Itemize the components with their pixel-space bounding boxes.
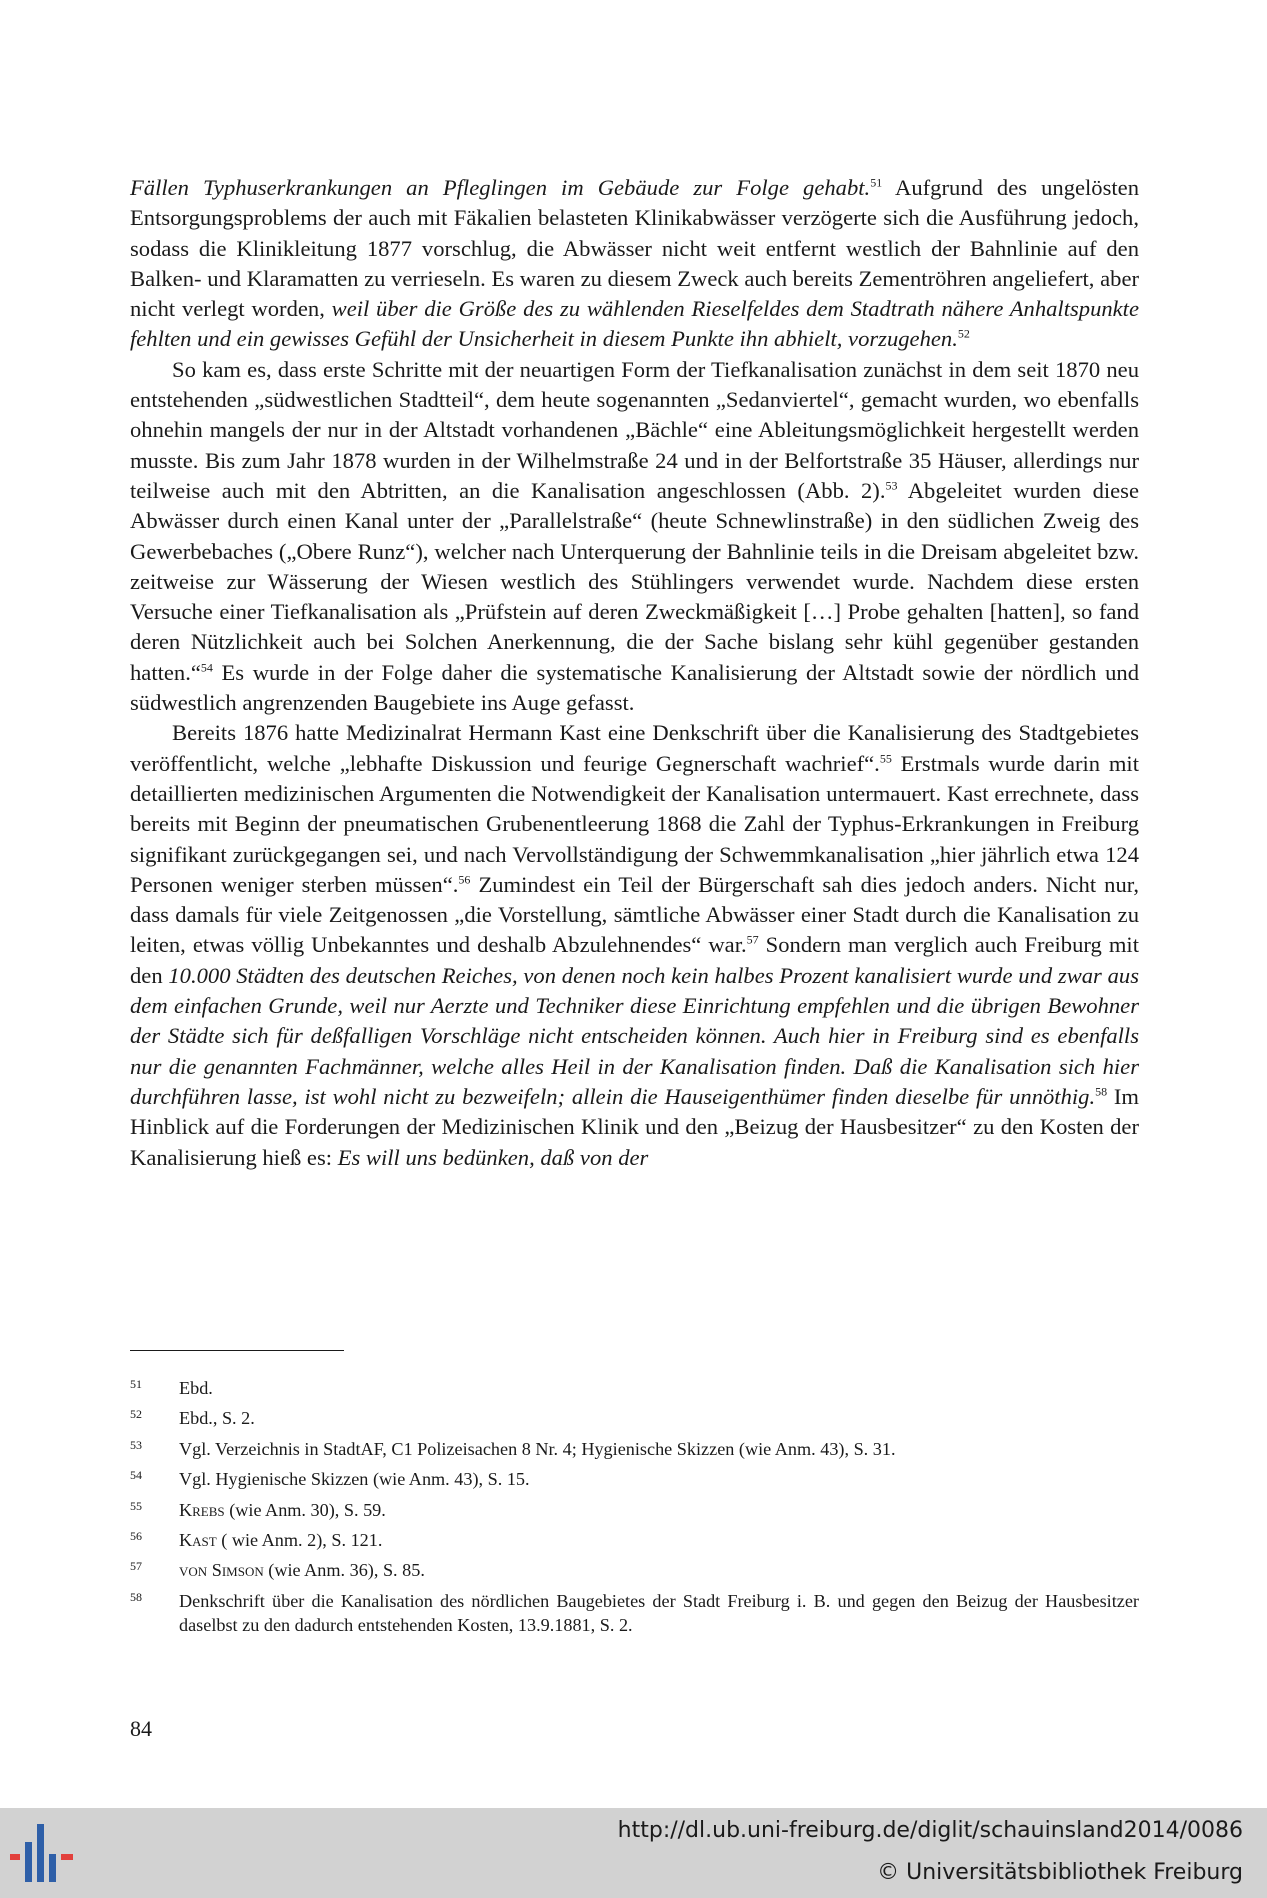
paragraph-text: Erstmals wurde darin mit detaillierten medizinischen Argumenten die Notwendigkeit der Kanalisation untermauert. Kast errechnete, dass bereits mit Beginn der pneumatischen Grubenentleerung 1868 die Zahl der Typhus-Erkrankungen in Freiburg signifikant zurückgegangen sei, und nach Vervollständigung der Schwemmkanalisation „hier jährlich etwa 124 Personen weniger sterben müssen“. <box>130 750 1139 897</box>
footnote-ref[interactable]: 58 <box>1095 1084 1108 1099</box>
footnote-number: 52 <box>130 1407 142 1422</box>
footnote <box>130 1495 1139 1525</box>
paragraph-text: So kam es, dass erste Schritte mit der neuartigen Form der Tiefkanalisation zunächst in dem seit 1870 neu entstehenden „südwestlichen Stadtteil“, dem heute sogenannten „Sedanviertel“, gemacht wurden, wo ebenfalls ohnehin mangels der nur in der Altstadt vorhandenen „Bächle“ eine Ableitungsmöglichkeit hergestellt werden musste. Bis zum Jahr 1878 wurden in der Wilhelmstraße 24 und in der Belfortstraße 35 Häuser, allerdings nur teilweise auch mit den Abtritten, an die Kanalisation angeschlossen (Abb. 2). <box>130 356 1139 503</box>
paragraph-text: Zumindest ein Teil der Bürgerschaft sah dies jedoch anders. Nicht nur, dass damals für viele Zeitgenossen „die Vorstellung, sämtliche Abwässer einer Stadt durch die Kanalisation zu leiten, etwas völlig Unbekanntes und deshalb Abzulehnendes“ war. <box>130 871 1140 958</box>
footnote-ref[interactable]: 52 <box>957 326 970 341</box>
quote-text: Fällen Typhuserkrankungen an Pfleglingen im Gebäude zur Folge gehabt. <box>130 175 871 200</box>
footnote-ref[interactable]: 57 <box>746 932 759 947</box>
footnotes <box>130 1373 1139 1641</box>
quote-text: Es will uns bedünken, daß von der <box>337 1144 649 1170</box>
footnote-text: Ebd. <box>179 1378 213 1398</box>
footnote-number: 51 <box>130 1377 142 1391</box>
paragraph-text: Aufgrund des ungelösten Entsorgungsproblems der auch mit Fäkalien belasteten Klinikabwässer verzögerte sich die Ausführung jedoch, sodass die Klinikleitung 1877 vorschlug, die Abwässer nicht weit entfernt westlich der Bahnlinie auf den Balken- und Klaramatten zu verrieseln. Es waren zu diesem Zweck auch bereits Zementröhren angeliefert, aber nicht verlegt worden, <box>130 175 1139 322</box>
footnote <box>130 1373 1139 1403</box>
footnote-number: 55 <box>130 1498 142 1513</box>
author-name: Kast <box>179 1530 217 1551</box>
ub-freiburg-logo-icon[interactable] <box>10 1824 80 1890</box>
paragraph-text: Im Hinblick auf die Forderungen der Medizinischen Klinik und den „Beizug der Hausbesitzer“ zu den Kosten der Kanalisierung hieß es: <box>130 1083 1139 1170</box>
footnote-citation: ( wie Anm. 2), S. 121. <box>216 1530 383 1551</box>
paragraph-text: Abgeleitet wurden diese Abwässer durch einen Kanal unter der „Parallelstraße“ (heute Schnewlinstraße) in den südlichen Zweig des Gewerbebaches („Obere Runz“), welcher nach Unterquerung der Bahnlinie teils in die Dreisam abgeleitet bzw. zeitweise zur Wässerung der Wiesen westlich des Stühlingers verwendet wurde. Nachdem diese ersten Versuche einer Tiefkanalisation als „Prüfstein auf deren Zweckmäßigkeit […] Probe gehalten [hatten], so fand deren Nützlichkeit auch bei Solchen Anerkennung, die der Sache bislang sehr kühl gegenüber gestanden hatten.“ <box>130 477 1139 685</box>
footnote-citation: (wie Anm. 30), S. 59. <box>224 1499 386 1520</box>
footnote-number: 54 <box>130 1468 142 1483</box>
paragraph-text: Es wurde in der Folge daher die systematische Kanalisierung der Altstadt sowie der nördlich und südwestlich angrenzenden Baugebiete ins Auge gefasst. <box>130 659 1139 716</box>
footer-bar <box>0 1808 1267 1898</box>
footnote-ref[interactable]: 53 <box>885 478 898 493</box>
footnote <box>130 1525 1139 1555</box>
footnote-ref[interactable]: 51 <box>870 175 883 190</box>
author-name: Krebs <box>179 1499 225 1520</box>
footnote-number: 57 <box>130 1559 142 1574</box>
copyright-text: © Universitätsbibliothek Freiburg <box>877 1860 1243 1885</box>
author-name: von Simson <box>179 1560 264 1581</box>
page-number: 84 <box>130 1716 152 1741</box>
quote-text: 10.000 Städten des deutschen Reiches, von denen noch kein halbes Prozent kanalisiert wurde und zwar aus dem einfachen Grunde, weil nur Aerzte und Techniker diese Einrichtung empfehlen und die übrigen Bewohner der Städte sich für deßfalligen Vorschläge nicht entscheiden können. Auch hier in Freiburg sind es ebenfalls nur die genannten Fachmänner, welche alles Heil in der Kanalisation finden. Daß die Kanalisation sich hier durchführen lasse, ist wohl nicht zu bezweifeln; allein die Hauseigenthümer finden dieselbe für unnöthig. <box>130 962 1139 1109</box>
footnote-number: 53 <box>130 1437 142 1452</box>
footnote-ref[interactable]: 55 <box>879 751 892 766</box>
paragraph-text: Sondern man verglich auch Freiburg mit den <box>130 932 1139 988</box>
footnote-text: Vgl. Verzeichnis in StadtAF, C1 Polizeisachen 8 Nr. 4; Hygienische Skizzen (wie Anm. 43), S. 31. <box>179 1438 896 1459</box>
footnote-number: 58 <box>130 1589 142 1604</box>
footnote-ref[interactable]: 56 <box>458 872 471 887</box>
paragraph-text: Bereits 1876 hatte Medizinalrat Hermann Kast eine Denkschrift über die Kanalisierung des Stadtgebietes veröffentlicht, welche „lebhafte Diskussion und feurige Gegnerschaft wachrief“. <box>130 720 1139 776</box>
body-text <box>130 173 1139 1173</box>
footnote-number: 56 <box>130 1529 142 1544</box>
paragraph-2 <box>130 355 1139 719</box>
footnote-text: Ebd., S. 2. <box>179 1408 255 1429</box>
paragraph-3 <box>130 718 1139 1172</box>
footnote <box>130 1434 1139 1464</box>
footnote-text: Denkschrift über die Kanalisation des nördlichen Baugebietes der Stadt Freiburg i. B. und gegen den Beizug der Hausbesitzer daselbst zu den dadurch entstehenden Kosten, 13.9.1881, S. 2. <box>179 1590 1139 1636</box>
footnote-text: Vgl. Hygienische Skizzen (wie Anm. 43), S. 15. <box>179 1469 530 1490</box>
footnote <box>130 1555 1139 1585</box>
footnote-text <box>179 1525 1139 1555</box>
footnote-text <box>179 1495 1139 1525</box>
footnote-citation: (wie Anm. 36), S. 85. <box>263 1560 425 1581</box>
footnote <box>130 1464 1139 1494</box>
footnote-text <box>179 1555 1139 1585</box>
paragraph-1 <box>130 173 1139 355</box>
document-url-link[interactable]: http://dl.ub.uni-freiburg.de/diglit/schauinsland2014/0086 <box>617 1818 1243 1843</box>
footnote-ref[interactable]: 54 <box>200 660 213 675</box>
footnote-divider <box>130 1350 344 1351</box>
quote-text: weil über die Größe des zu wählenden Rieselfeldes dem Stadtrath nähere Anhaltspunkte fehlten und ein gewisses Gefühl der Unsicherheit in diesem Punkte ihn abhielt, vorzugehen. <box>130 296 1139 352</box>
footnote <box>130 1586 1139 1641</box>
footnote <box>130 1403 1139 1433</box>
